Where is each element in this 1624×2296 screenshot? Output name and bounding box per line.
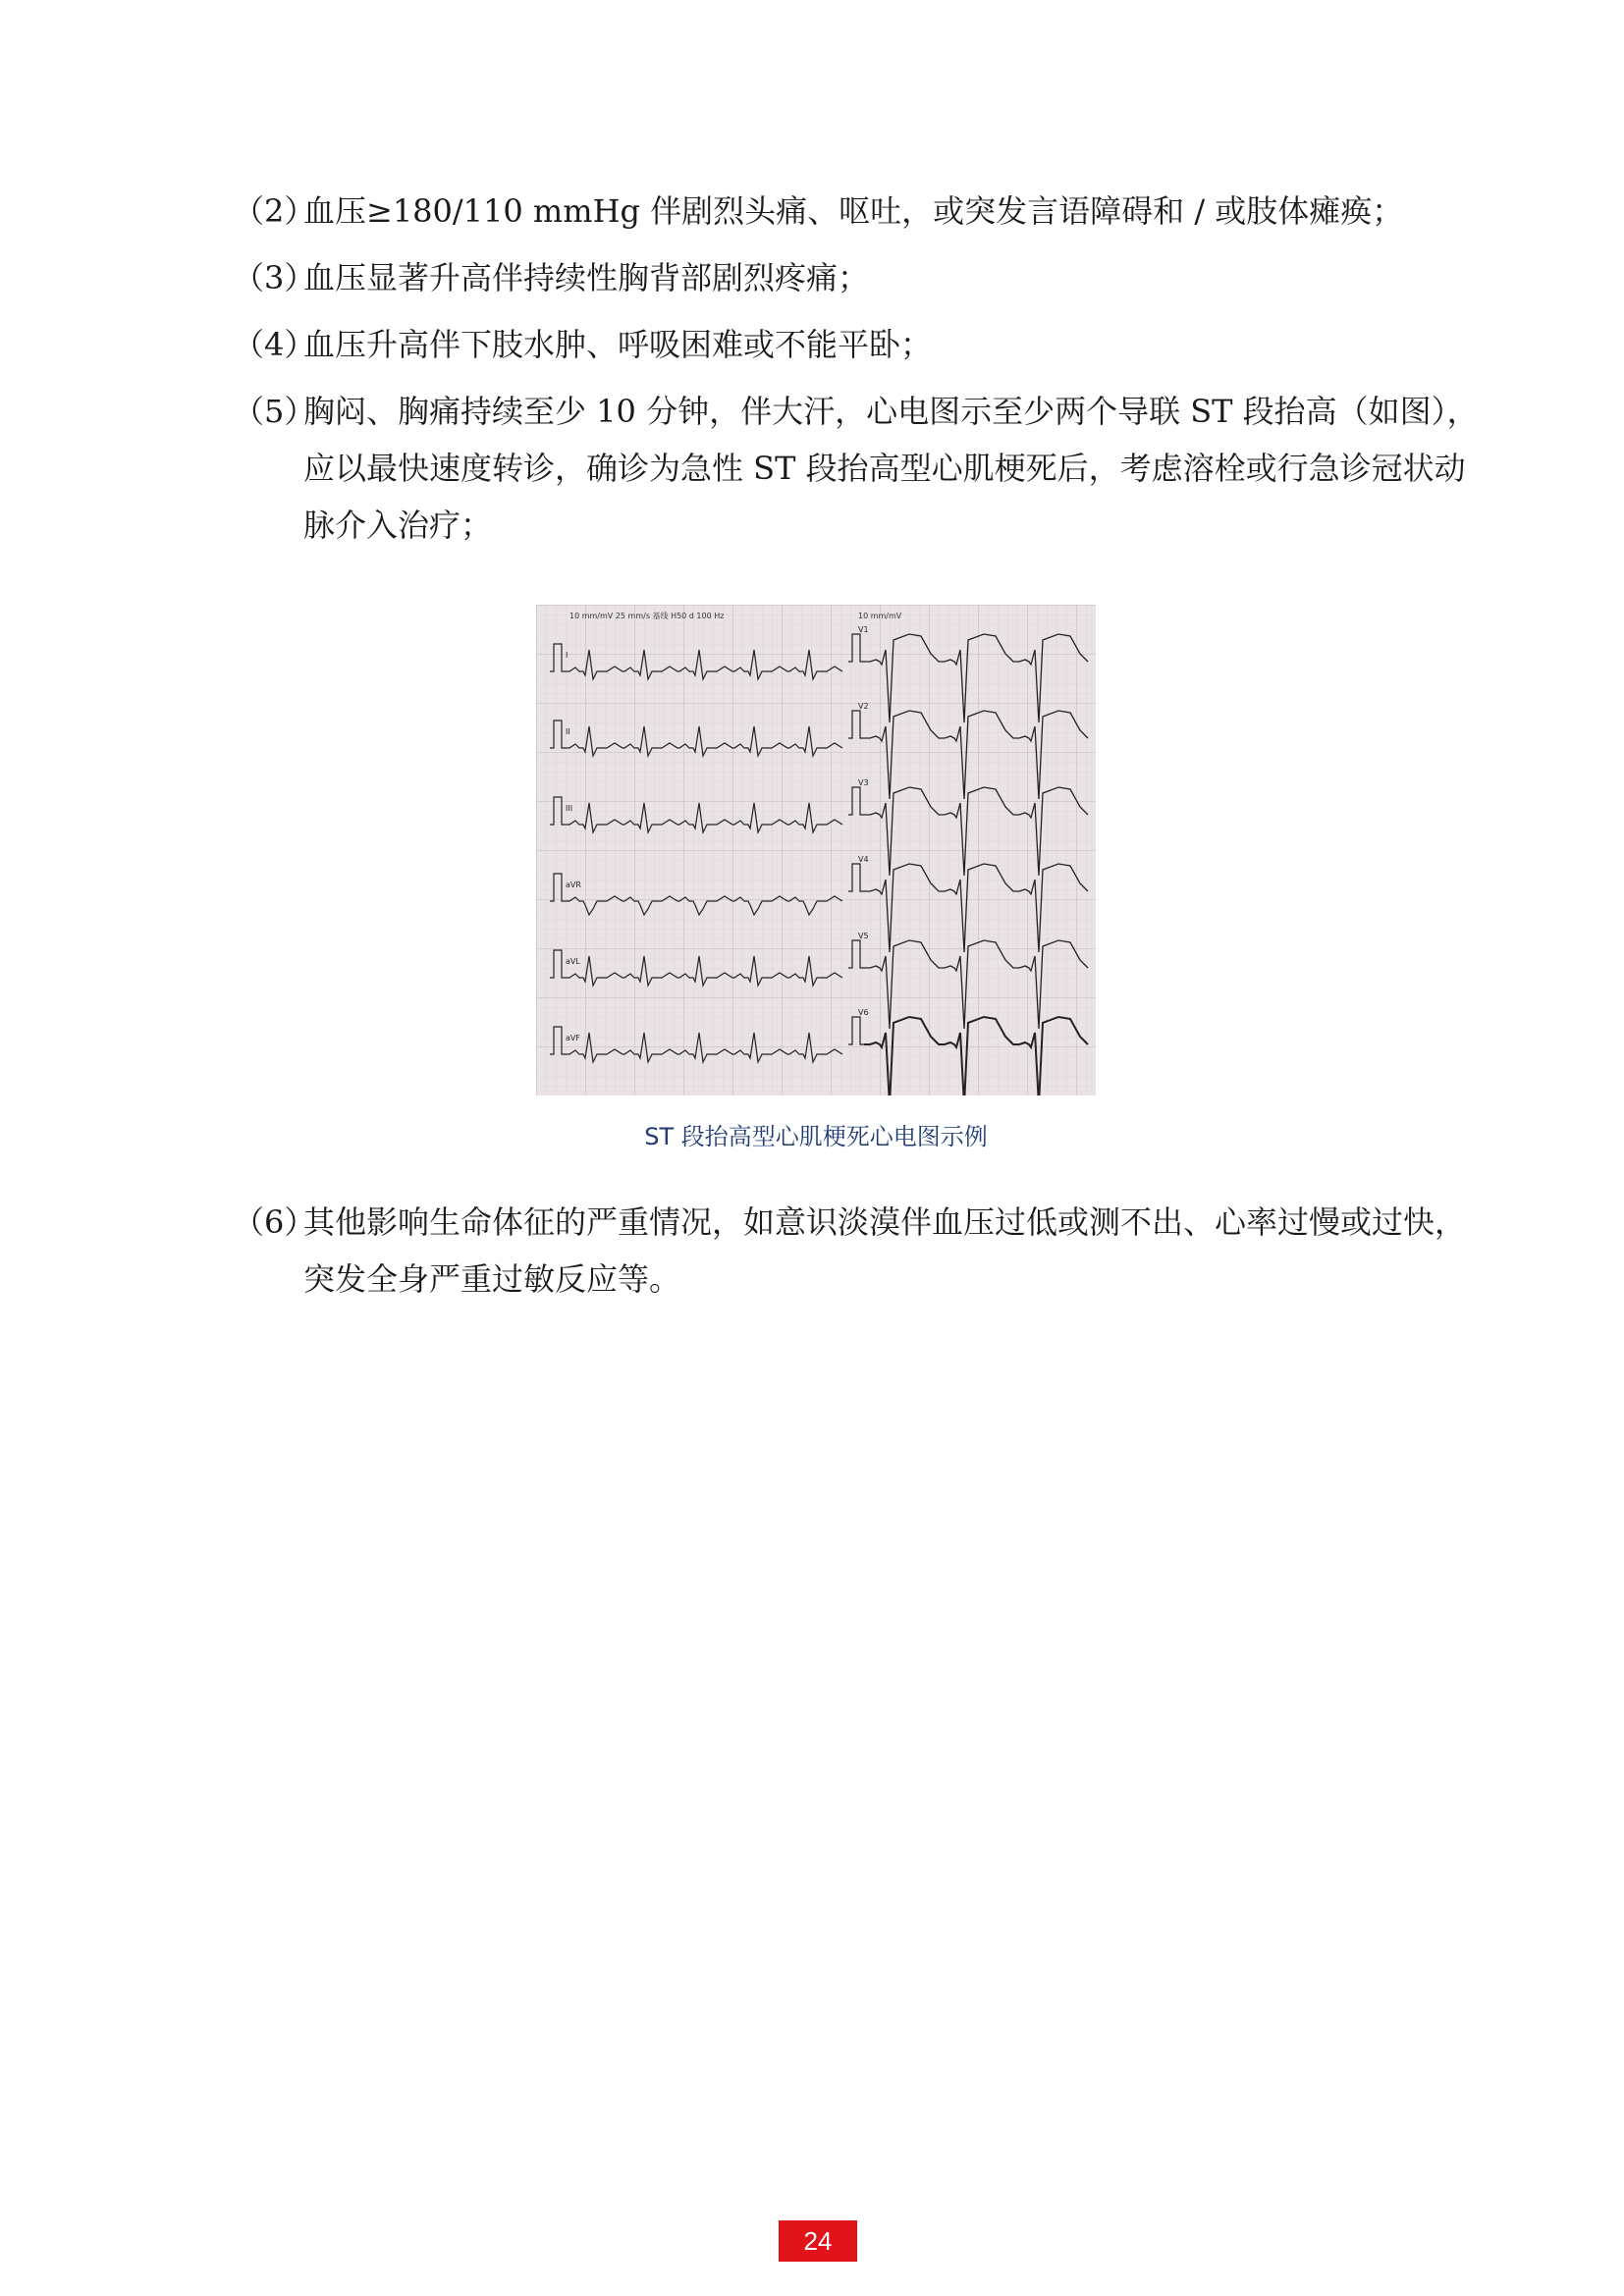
list-item-3	[233, 249, 1480, 306]
ecg-header-left: 10 mm/mV 25 mm/s 基线 H50 d 100 Hz	[569, 612, 725, 620]
list-item-5	[233, 383, 1480, 554]
ecg-lead-label: I	[566, 651, 568, 660]
ecg-lead-label: aVL	[566, 957, 580, 966]
ecg-lead-label: V5	[858, 932, 869, 940]
item-text: 血压≥180/110 mmHg 伴剧烈头痛、呕吐，或突发言语障碍和 / 或肢体瘫痪；	[303, 192, 1404, 230]
item-number: （6）	[233, 1203, 316, 1241]
ecg-image	[536, 605, 1096, 1095]
ecg-lead-label: V1	[858, 625, 869, 634]
ecg-lead-label: aVR	[566, 881, 581, 889]
ecg-lead-label: V6	[858, 1008, 869, 1017]
list-item-6	[233, 1194, 1480, 1308]
item-text: 血压显著升高伴持续性胸背部剧烈疼痛；	[303, 259, 870, 296]
item-text: 血压升高伴下肢水肿、呼吸困难或不能平卧；	[303, 326, 933, 363]
list-item-4	[233, 316, 1480, 373]
figure-caption: ST 段抬高型心肌梗死心电图示例	[644, 1123, 988, 1150]
ecg-header-right: 10 mm/mV	[858, 612, 902, 620]
ecg-grid	[536, 605, 1096, 1095]
ecg-lead-label: V4	[858, 855, 869, 864]
ecg-lead-label: V2	[858, 702, 869, 711]
item-text: 胸闷、胸痛持续至少 10 分钟，伴大汗，心电图示至少两个导联 ST 段抬高（如图），应以最快速度转诊，确诊为急性 ST 段抬高型心肌梗死后，考虑溶栓或行急诊冠状动脉介入治疗；	[303, 393, 1479, 544]
item-number: （2）	[233, 192, 316, 230]
ecg-lead-label: II	[566, 727, 570, 736]
item-number: （4）	[233, 326, 316, 363]
ecg-lead-label: III	[566, 804, 573, 813]
list-item-2	[233, 183, 1480, 240]
ecg-lead-label: V3	[858, 778, 869, 787]
ecg-figure	[536, 605, 1096, 1095]
item-text: 其他影响生命体征的严重情况，如意识淡漠伴血压过低或测不出、心率过慢或过快，突发全身严重过敏反应等。	[303, 1203, 1467, 1298]
item-number: （5）	[233, 393, 316, 430]
item-number: （3）	[233, 259, 316, 296]
ecg-lead-label: aVF	[566, 1034, 580, 1042]
page-number: 24	[779, 2220, 857, 2262]
